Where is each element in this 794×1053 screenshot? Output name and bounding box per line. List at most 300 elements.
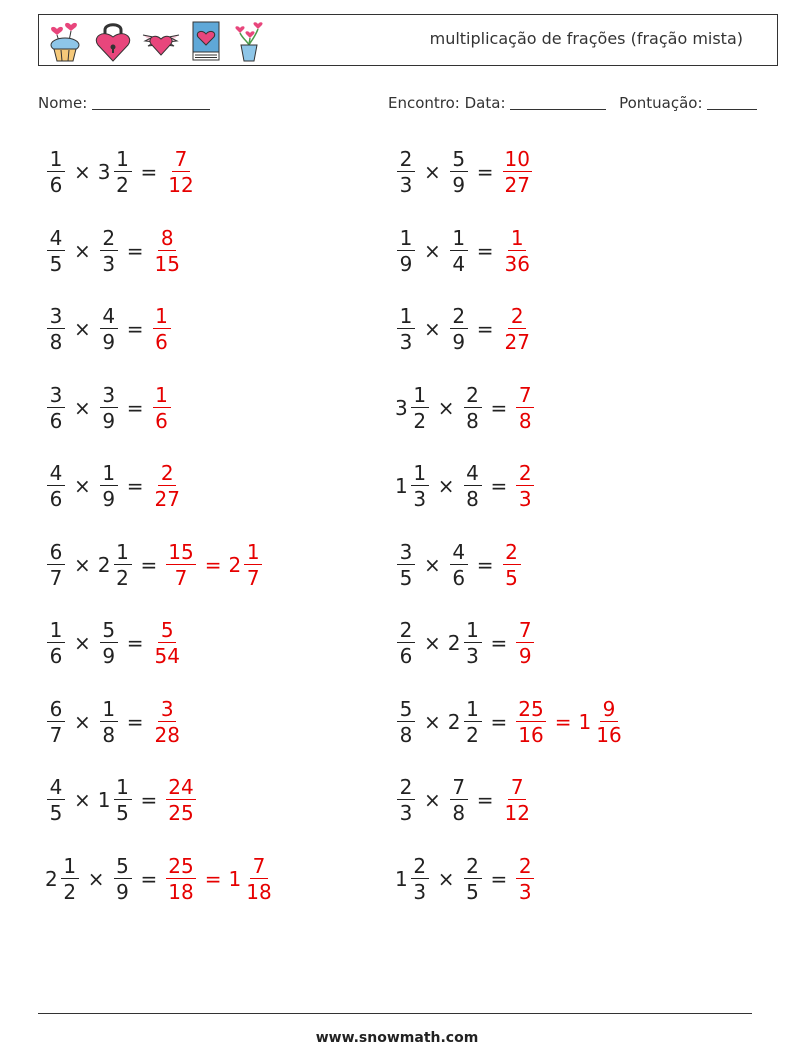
factor-b-whole: 3 bbox=[97, 160, 111, 184]
answer-value-numerator: 7 bbox=[172, 149, 190, 172]
answer-value-fraction bbox=[153, 696, 182, 747]
factor-b-fraction bbox=[100, 306, 118, 352]
factor-a bbox=[45, 620, 67, 666]
factor-a-fraction bbox=[47, 777, 65, 823]
answer-value-denominator: 3 bbox=[518, 487, 532, 511]
answer-value-fraction bbox=[516, 853, 534, 904]
factor-a-numerator: 2 bbox=[411, 856, 429, 879]
factor-b-whole: 2 bbox=[447, 709, 461, 734]
name-label: Nome: bbox=[38, 94, 88, 112]
factor-b-numerator: 2 bbox=[100, 228, 118, 251]
factor-a bbox=[45, 853, 81, 904]
answer-value-numerator: 25 bbox=[168, 853, 194, 878]
factor-b-numerator: 1 bbox=[114, 777, 132, 800]
factor-b bbox=[462, 382, 484, 433]
cupcake-hearts-icon bbox=[45, 19, 85, 63]
equals-sign: = bbox=[126, 709, 144, 734]
factor-b bbox=[448, 306, 470, 352]
factor-b-fraction bbox=[100, 382, 118, 433]
factor-a-numerator: 1 bbox=[397, 306, 415, 329]
heart-padlock-icon bbox=[93, 19, 133, 63]
factor-b-fraction bbox=[450, 539, 468, 590]
factor-a-denominator: 7 bbox=[49, 722, 63, 747]
factor-b-denominator: 9 bbox=[102, 644, 116, 668]
problem-item bbox=[45, 297, 173, 361]
answer-value-numerator: 1 bbox=[153, 306, 171, 329]
factor-a bbox=[395, 306, 417, 352]
equals-sign: = bbox=[140, 866, 158, 891]
equals-sign: = bbox=[490, 709, 508, 734]
factor-a bbox=[45, 463, 67, 509]
factor-b bbox=[98, 777, 134, 823]
times-sign: × bbox=[74, 474, 91, 498]
answer-value-numerator: 3 bbox=[158, 699, 176, 722]
times-sign: × bbox=[437, 474, 455, 498]
factor-b-whole: 2 bbox=[447, 631, 461, 655]
factor-b-fraction bbox=[450, 306, 468, 352]
problem-item bbox=[395, 847, 536, 911]
answer-mixed-denominator: 18 bbox=[246, 879, 272, 904]
factor-a bbox=[45, 225, 67, 276]
times-sign: × bbox=[424, 238, 441, 263]
factor-a-numerator: 5 bbox=[397, 699, 415, 722]
factor-b-fraction bbox=[100, 696, 118, 747]
factor-a-denominator: 6 bbox=[49, 408, 63, 433]
factor-a-denominator: 8 bbox=[49, 330, 63, 354]
times-sign: × bbox=[74, 238, 91, 263]
factor-b-denominator: 2 bbox=[466, 722, 479, 747]
times-sign: × bbox=[74, 395, 91, 420]
answer-value-fraction bbox=[153, 382, 171, 433]
winged-heart-icon bbox=[141, 19, 181, 63]
factor-b bbox=[448, 149, 470, 195]
answer-value-denominator: 36 bbox=[504, 251, 530, 276]
factor-a-whole: 1 bbox=[395, 474, 408, 498]
factor-b bbox=[98, 225, 120, 276]
times-sign: × bbox=[74, 317, 91, 341]
date-label: Encontro: Data: bbox=[388, 94, 506, 112]
answer-value bbox=[151, 620, 184, 666]
factor-a-fraction bbox=[47, 149, 65, 195]
problem-item bbox=[45, 376, 173, 440]
answer bbox=[514, 696, 625, 747]
times-sign: × bbox=[424, 709, 441, 734]
factor-b-fraction bbox=[100, 225, 118, 276]
factor-b bbox=[98, 620, 120, 666]
header-box bbox=[38, 14, 778, 66]
answer bbox=[151, 225, 184, 276]
answer-value bbox=[164, 777, 197, 823]
date-blank[interactable] bbox=[510, 95, 606, 110]
factor-b-fraction bbox=[114, 539, 132, 590]
factor-a-fraction bbox=[61, 853, 79, 904]
factor-a bbox=[395, 149, 417, 195]
answer-value-numerator: 2 bbox=[158, 463, 176, 486]
factor-a bbox=[395, 620, 417, 666]
score-label: Pontuação: bbox=[619, 94, 703, 112]
answer-value-denominator: 8 bbox=[518, 408, 532, 433]
answer-equals-sign: = bbox=[204, 866, 222, 891]
problem-item bbox=[395, 376, 536, 440]
answer bbox=[164, 149, 197, 195]
score-blank[interactable] bbox=[707, 95, 757, 110]
answer-mixed-whole: 1 bbox=[228, 866, 242, 891]
answer-mixed-numerator: 9 bbox=[600, 699, 618, 722]
factor-b bbox=[98, 696, 120, 747]
name-blank[interactable] bbox=[92, 95, 210, 110]
header-icons bbox=[45, 19, 267, 63]
name-field bbox=[38, 94, 210, 112]
answer-value-fraction bbox=[153, 306, 171, 352]
factor-a-denominator: 3 bbox=[413, 487, 427, 511]
heart-book-icon bbox=[189, 19, 223, 63]
factor-b-fraction bbox=[114, 777, 132, 823]
factor-a-numerator: 4 bbox=[47, 228, 65, 251]
times-sign: × bbox=[74, 552, 91, 577]
answer-value bbox=[164, 853, 197, 904]
factor-b-numerator: 1 bbox=[100, 699, 118, 722]
answer-value bbox=[514, 620, 536, 666]
answer-value-denominator: 54 bbox=[154, 644, 180, 668]
problem-item bbox=[395, 533, 523, 597]
factor-a-denominator: 7 bbox=[49, 565, 63, 590]
answer-mixed-whole: 2 bbox=[228, 552, 242, 577]
times-sign: × bbox=[437, 866, 455, 891]
factor-b bbox=[98, 306, 120, 352]
problem-item bbox=[395, 611, 536, 675]
factor-a bbox=[45, 382, 67, 433]
factor-a-fraction bbox=[397, 777, 415, 823]
answer bbox=[164, 539, 264, 590]
answer bbox=[164, 777, 197, 823]
factor-b bbox=[98, 149, 134, 195]
answer-value-numerator: 8 bbox=[158, 228, 176, 251]
factor-b-numerator: 1 bbox=[450, 228, 468, 251]
answer-value-numerator: 24 bbox=[168, 775, 194, 799]
factor-b-fraction bbox=[464, 853, 482, 904]
answer-value bbox=[514, 463, 536, 509]
equals-sign: = bbox=[126, 631, 144, 655]
factor-a-denominator: 5 bbox=[49, 801, 63, 825]
answer-value bbox=[151, 696, 184, 747]
factor-b bbox=[98, 463, 120, 509]
factor-b-numerator: 7 bbox=[450, 777, 468, 800]
factor-a-numerator: 1 bbox=[411, 385, 429, 408]
equals-sign: = bbox=[490, 631, 508, 655]
factor-a-numerator: 6 bbox=[47, 699, 65, 722]
factor-a-whole: 2 bbox=[45, 866, 58, 891]
answer bbox=[151, 463, 184, 509]
answer-value-fraction bbox=[516, 463, 534, 509]
factor-a-fraction bbox=[397, 149, 415, 195]
answer-value bbox=[164, 149, 197, 195]
answer-value bbox=[514, 853, 536, 904]
factor-b-numerator: 2 bbox=[450, 306, 468, 329]
times-sign: × bbox=[74, 709, 91, 734]
factor-a bbox=[395, 777, 417, 823]
factor-b-denominator: 9 bbox=[116, 879, 129, 904]
factor-b-fraction bbox=[114, 149, 132, 195]
answer-mixed-numerator: 1 bbox=[244, 542, 262, 565]
factor-b-fraction bbox=[450, 777, 468, 823]
factor-a-denominator: 3 bbox=[399, 801, 413, 825]
answer-value bbox=[501, 225, 534, 276]
problem-item bbox=[45, 454, 184, 518]
factor-a bbox=[45, 539, 67, 590]
answer-value-fraction bbox=[153, 463, 182, 509]
times-sign: × bbox=[424, 788, 441, 812]
factor-b bbox=[448, 777, 470, 823]
answer-mixed bbox=[228, 853, 275, 904]
answer-mixed-denominator: 7 bbox=[246, 565, 260, 590]
factor-b-denominator: 2 bbox=[116, 173, 129, 197]
answer bbox=[164, 853, 275, 904]
factor-a-fraction bbox=[397, 539, 415, 590]
equals-sign: = bbox=[140, 160, 158, 184]
factor-b-fraction bbox=[114, 853, 132, 904]
factor-b-whole: 1 bbox=[97, 788, 111, 812]
factor-a-denominator: 5 bbox=[49, 251, 63, 276]
answer-value-fraction bbox=[166, 777, 195, 823]
factor-b bbox=[462, 463, 484, 509]
factor-a-numerator: 1 bbox=[411, 463, 429, 486]
heart-flowerpot-icon bbox=[231, 19, 267, 63]
equals-sign: = bbox=[126, 395, 144, 420]
factor-b-numerator: 4 bbox=[100, 306, 118, 329]
factor-b-denominator: 4 bbox=[452, 251, 466, 276]
answer-value-fraction bbox=[166, 853, 195, 904]
factor-a-denominator: 3 bbox=[399, 330, 413, 354]
answer bbox=[501, 225, 534, 276]
factor-b bbox=[97, 539, 134, 590]
factor-b-numerator: 5 bbox=[100, 620, 118, 643]
answer-value-denominator: 9 bbox=[518, 644, 532, 668]
problem-item bbox=[45, 847, 276, 911]
factor-a bbox=[395, 382, 431, 433]
answer-value-fraction bbox=[166, 149, 195, 195]
answer-value bbox=[501, 777, 534, 823]
factor-b-numerator: 1 bbox=[114, 542, 132, 565]
answer-value-denominator: 6 bbox=[155, 330, 168, 354]
factor-a-denominator: 6 bbox=[49, 173, 63, 197]
factor-a-numerator: 1 bbox=[397, 228, 415, 251]
equals-sign: = bbox=[126, 238, 144, 263]
factor-a-numerator: 2 bbox=[397, 620, 415, 643]
answer bbox=[151, 306, 173, 352]
answer-equals-sign: = bbox=[204, 552, 222, 577]
answer bbox=[501, 539, 523, 590]
factor-b-fraction bbox=[100, 620, 118, 666]
answer-value bbox=[514, 382, 536, 433]
factor-a bbox=[45, 777, 67, 823]
factor-b-denominator: 8 bbox=[102, 722, 116, 747]
answer-mixed-denominator: 16 bbox=[596, 722, 622, 747]
answer-value-denominator: 3 bbox=[518, 879, 532, 904]
factor-a-fraction bbox=[397, 306, 415, 352]
factor-b-fraction bbox=[450, 225, 468, 276]
answer-value-numerator: 7 bbox=[508, 777, 526, 800]
answer-value-fraction bbox=[503, 777, 532, 823]
factor-a-denominator: 3 bbox=[413, 879, 427, 904]
factor-b-fraction bbox=[100, 463, 118, 509]
factor-a-denominator: 2 bbox=[413, 408, 427, 433]
factor-b-denominator: 8 bbox=[452, 801, 466, 825]
answer-equals-sign: = bbox=[554, 709, 572, 734]
factor-a-fraction bbox=[47, 620, 65, 666]
answer-value-denominator: 5 bbox=[505, 565, 518, 590]
factor-a-numerator: 3 bbox=[397, 542, 415, 565]
answer bbox=[514, 620, 536, 666]
factor-b bbox=[98, 382, 120, 433]
times-sign: × bbox=[74, 631, 91, 655]
factor-a bbox=[45, 149, 67, 195]
factor-b-denominator: 8 bbox=[466, 487, 479, 511]
factor-a-numerator: 1 bbox=[61, 856, 79, 879]
answer-value-denominator: 15 bbox=[154, 251, 180, 276]
answer-value-denominator: 12 bbox=[504, 801, 530, 825]
factor-a bbox=[395, 225, 417, 276]
equals-sign: = bbox=[476, 238, 494, 263]
answer bbox=[514, 853, 536, 904]
equals-sign: = bbox=[490, 395, 508, 420]
factor-a bbox=[45, 306, 67, 352]
answer-mixed-numerator: 7 bbox=[250, 856, 268, 879]
answer-value bbox=[151, 225, 184, 276]
answer-value-numerator: 2 bbox=[516, 856, 534, 879]
factor-a-whole: 3 bbox=[395, 395, 408, 420]
answer-value bbox=[164, 539, 197, 590]
answer-value-fraction bbox=[166, 539, 195, 590]
factor-b bbox=[448, 225, 470, 276]
footer-site: www.snowmath.com bbox=[315, 1030, 479, 1046]
factor-a-fraction bbox=[47, 306, 65, 352]
factor-b-numerator: 1 bbox=[464, 620, 482, 643]
answer-value-numerator: 7 bbox=[516, 620, 534, 643]
answer-value-fraction bbox=[503, 539, 521, 590]
factor-b-fraction bbox=[464, 382, 482, 433]
answer-value-fraction bbox=[503, 225, 532, 276]
answer-value bbox=[151, 382, 173, 433]
factor-a-denominator: 3 bbox=[399, 173, 413, 197]
factor-b-whole: 2 bbox=[97, 552, 111, 577]
factor-a-numerator: 1 bbox=[47, 149, 65, 172]
answer-value-denominator: 18 bbox=[168, 879, 194, 904]
factor-b-numerator: 5 bbox=[450, 149, 468, 172]
factor-a bbox=[395, 853, 431, 904]
problem-item bbox=[45, 219, 184, 283]
answer-value-fraction bbox=[153, 225, 182, 276]
factor-b bbox=[462, 853, 484, 904]
factor-b-numerator: 1 bbox=[114, 149, 132, 172]
footer-divider bbox=[38, 1013, 752, 1014]
problem-item bbox=[395, 140, 534, 204]
answer-value bbox=[151, 463, 184, 509]
factor-a-numerator: 2 bbox=[397, 777, 415, 800]
answer-mixed-fraction bbox=[594, 696, 623, 747]
answer-value bbox=[501, 306, 534, 352]
answer-value-denominator: 16 bbox=[518, 722, 544, 747]
factor-b-denominator: 9 bbox=[102, 408, 116, 433]
answer-value-denominator: 25 bbox=[168, 801, 194, 825]
times-sign: × bbox=[74, 788, 91, 812]
factor-a-numerator: 4 bbox=[47, 463, 65, 486]
answer-value-numerator: 7 bbox=[516, 385, 534, 408]
answer bbox=[151, 696, 184, 747]
answer-value-fraction bbox=[516, 620, 534, 666]
factor-a-denominator: 9 bbox=[399, 251, 413, 276]
equals-sign: = bbox=[490, 866, 508, 891]
factor-b-numerator: 4 bbox=[450, 542, 468, 565]
factor-a bbox=[45, 696, 67, 747]
meta-fields bbox=[388, 94, 757, 112]
problem-item bbox=[395, 297, 534, 361]
factor-b-denominator: 8 bbox=[466, 408, 479, 433]
factor-a bbox=[395, 539, 417, 590]
times-sign: × bbox=[424, 160, 441, 184]
times-sign: × bbox=[424, 317, 441, 341]
factor-b bbox=[448, 539, 470, 590]
factor-a-fraction bbox=[411, 853, 429, 904]
answer-mixed-fraction bbox=[244, 539, 262, 590]
factor-a-denominator: 2 bbox=[63, 879, 77, 904]
factor-b-numerator: 3 bbox=[100, 385, 118, 408]
problem-item bbox=[395, 690, 626, 754]
equals-sign: = bbox=[476, 788, 494, 812]
problem-item bbox=[45, 768, 198, 832]
factor-a-numerator: 4 bbox=[47, 777, 65, 800]
problem-item bbox=[395, 768, 534, 832]
factor-a-denominator: 8 bbox=[399, 722, 413, 747]
factor-b-denominator: 3 bbox=[466, 644, 479, 668]
factor-b bbox=[448, 620, 484, 666]
factor-b-numerator: 2 bbox=[464, 856, 482, 879]
answer bbox=[501, 306, 534, 352]
answer-value-denominator: 27 bbox=[504, 173, 530, 197]
equals-sign: = bbox=[476, 317, 494, 341]
answer-value-numerator: 2 bbox=[508, 306, 526, 329]
answer-value-numerator: 25 bbox=[518, 696, 544, 721]
problem-item bbox=[45, 690, 184, 754]
answer-value-denominator: 28 bbox=[154, 722, 180, 747]
answer-value-denominator: 27 bbox=[504, 330, 530, 354]
answer-value-numerator: 5 bbox=[158, 620, 176, 643]
equals-sign: = bbox=[140, 552, 158, 577]
answer-value-numerator: 1 bbox=[153, 385, 171, 408]
times-sign: × bbox=[424, 631, 441, 655]
answer-value-numerator: 2 bbox=[503, 542, 521, 565]
factor-b-denominator: 9 bbox=[452, 173, 466, 197]
factor-b-fraction bbox=[464, 620, 482, 666]
factor-a-fraction bbox=[411, 463, 429, 509]
factor-b-numerator: 1 bbox=[464, 699, 482, 722]
equals-sign: = bbox=[126, 317, 144, 341]
answer-mixed bbox=[578, 696, 625, 747]
answer-value bbox=[501, 539, 523, 590]
equals-sign: = bbox=[476, 160, 494, 184]
answer-value-denominator: 6 bbox=[155, 408, 168, 433]
answer-value-denominator: 12 bbox=[168, 173, 194, 197]
factor-a-denominator: 6 bbox=[399, 644, 413, 668]
factor-b-numerator: 5 bbox=[114, 856, 132, 879]
problem-item bbox=[395, 454, 536, 518]
answer-mixed bbox=[228, 539, 264, 590]
factor-b-denominator: 5 bbox=[116, 801, 129, 825]
factor-a-fraction bbox=[397, 620, 415, 666]
answer-value-fraction bbox=[503, 306, 532, 352]
factor-a-numerator: 6 bbox=[47, 542, 65, 565]
factor-b-denominator: 9 bbox=[102, 487, 116, 511]
factor-a-fraction bbox=[411, 382, 429, 433]
